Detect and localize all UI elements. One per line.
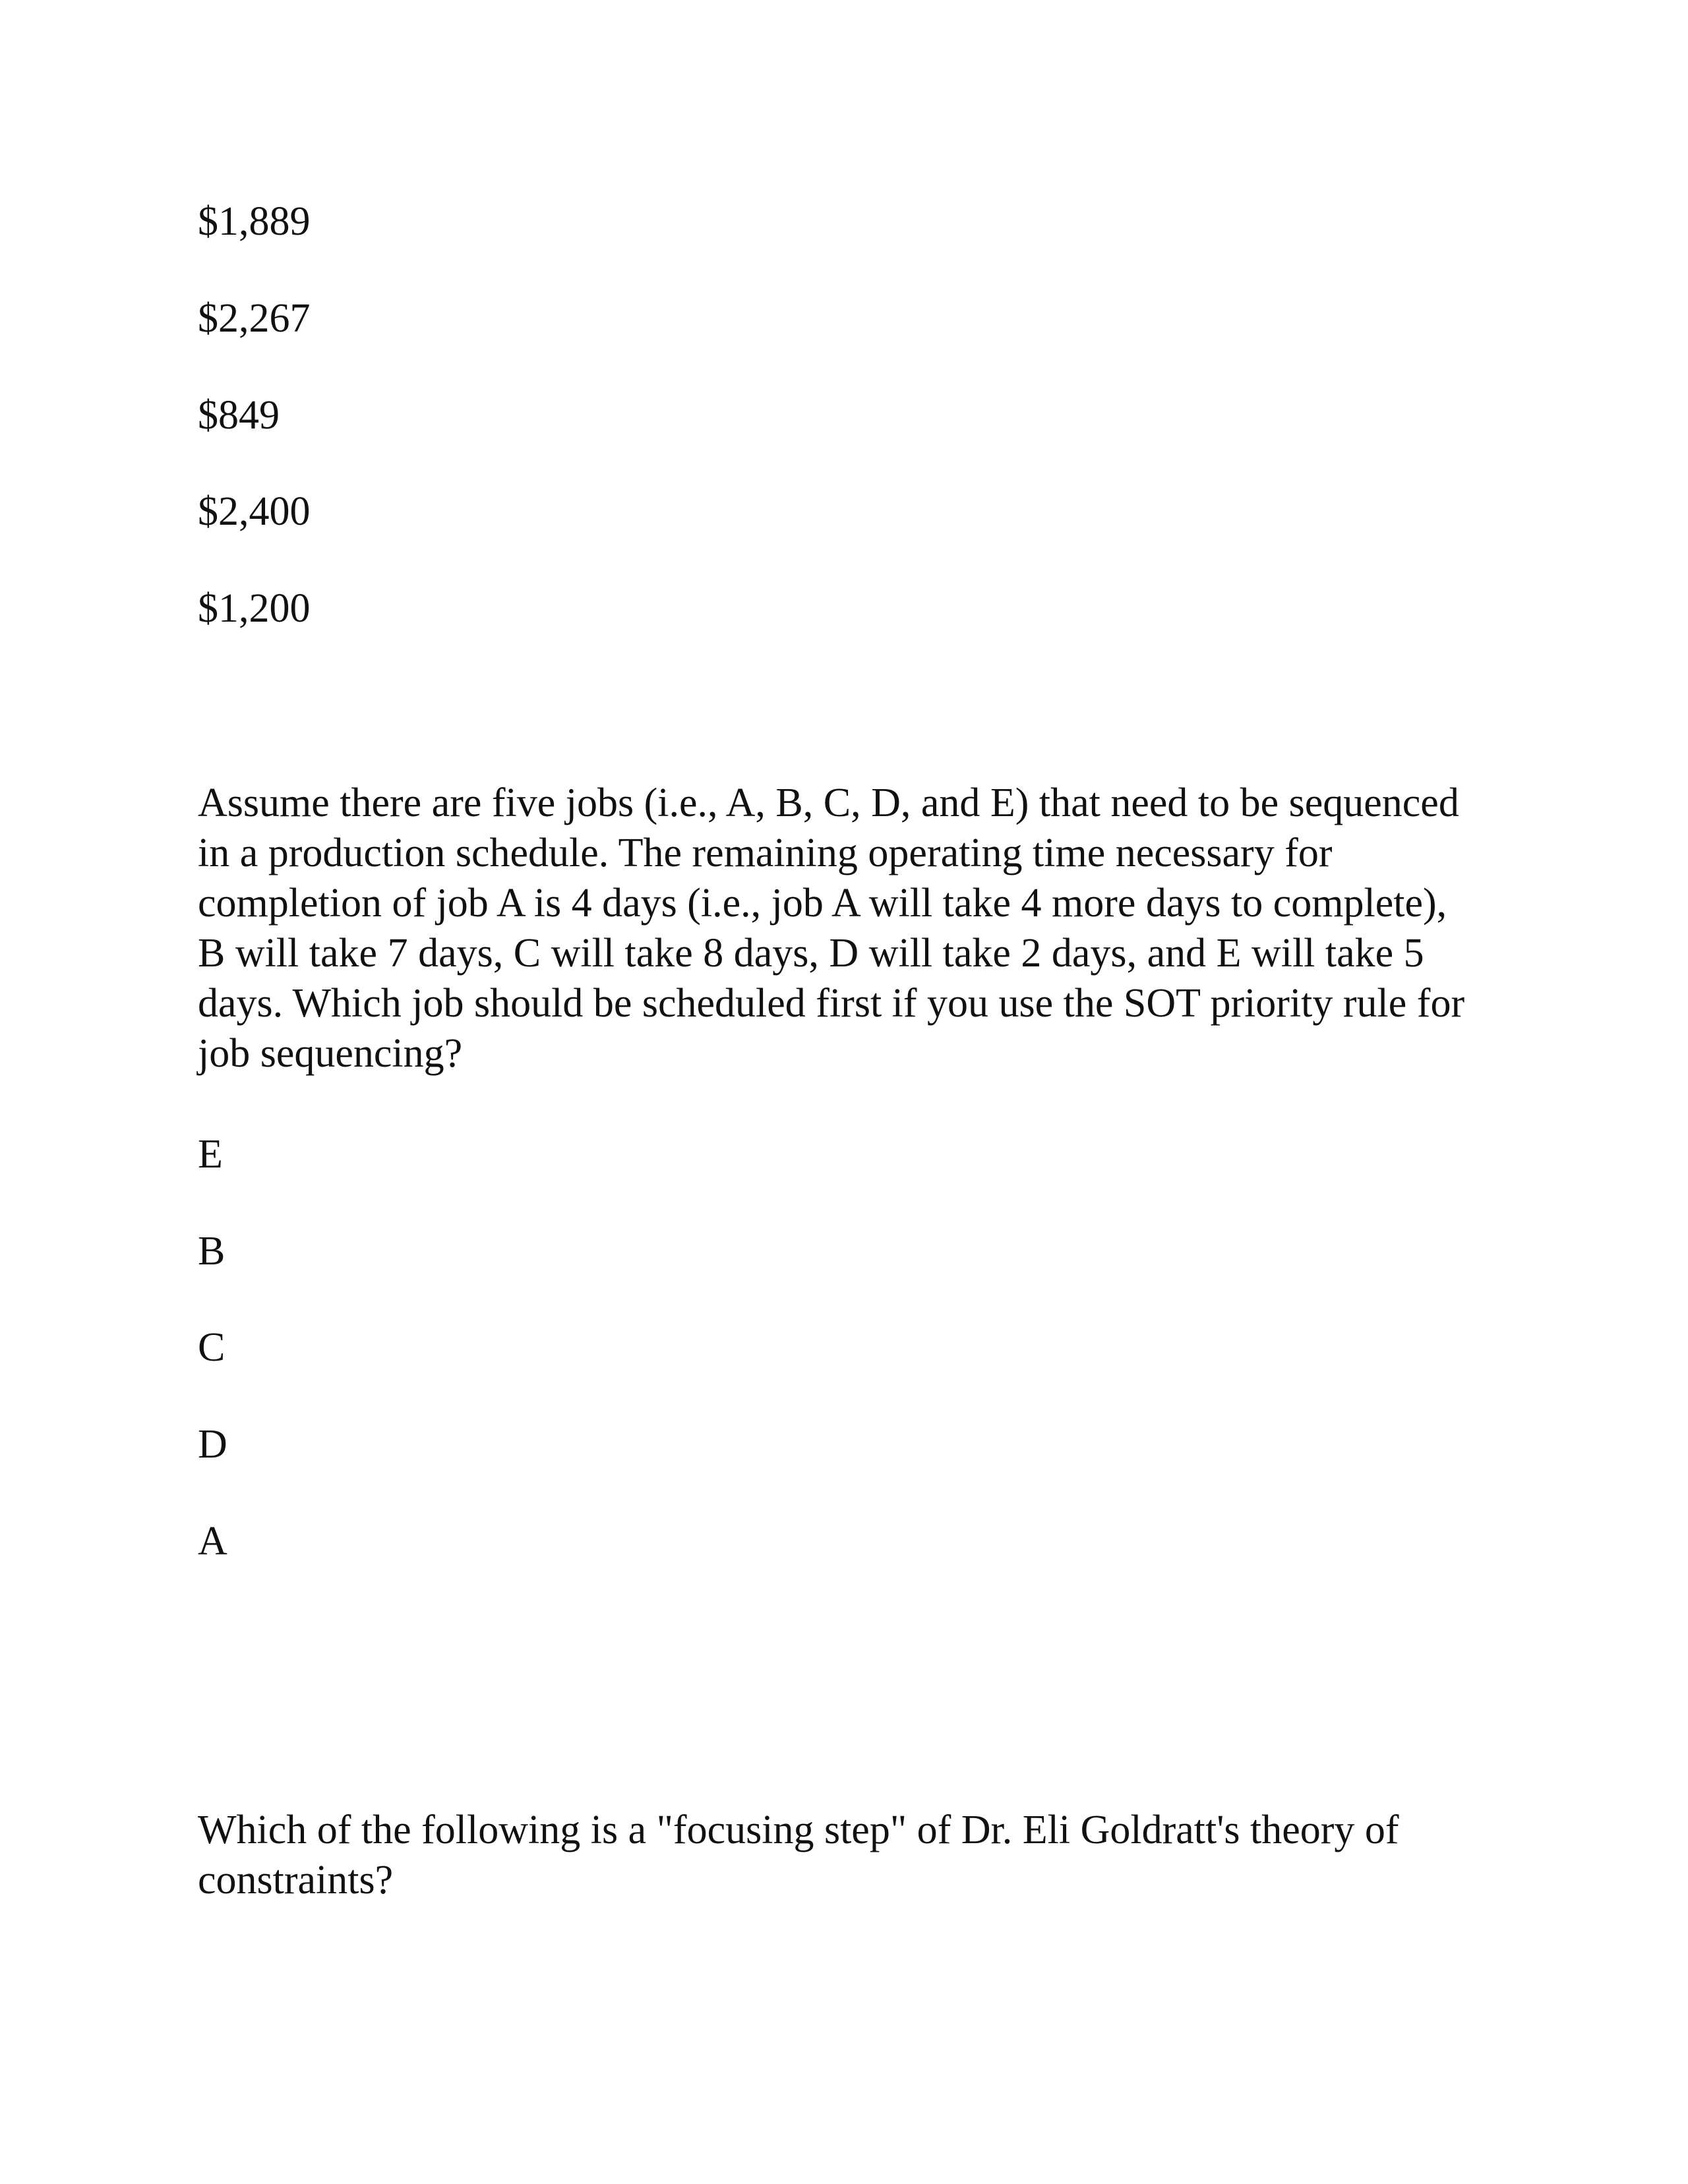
q1-option-5: $1,200 bbox=[198, 586, 311, 631]
q2-option-5: A bbox=[198, 1519, 227, 1564]
q2-prompt: Assume there are five jobs (i.e., A, B, C, D, and E) that need to be sequenced in a production schedule. The remaining operating time necessary for completion of job A is 4 days (i.e., job A will take 4 more days to complete), B will take 7 days, C will take 8 days, D will take 2 days, and E will take 5 days. Which job should be scheduled first if you use the SOT priority rule for job sequencing? bbox=[198, 781, 1465, 1076]
q1-option-3: $849 bbox=[198, 393, 280, 438]
q1-option-2: $2,267 bbox=[198, 296, 311, 341]
q2-option-2: B bbox=[198, 1229, 226, 1274]
q2-option-4: D bbox=[198, 1422, 227, 1467]
q1-option-4: $2,400 bbox=[198, 489, 311, 534]
q3-prompt: Which of the following is a "focusing step" of Dr. Eli Goldratt's theory of constraints? bbox=[198, 1808, 1399, 1903]
q2-option-1: E bbox=[198, 1132, 223, 1177]
q1-option-1: $1,889 bbox=[198, 199, 311, 244]
q2-option-3: C bbox=[198, 1325, 226, 1370]
